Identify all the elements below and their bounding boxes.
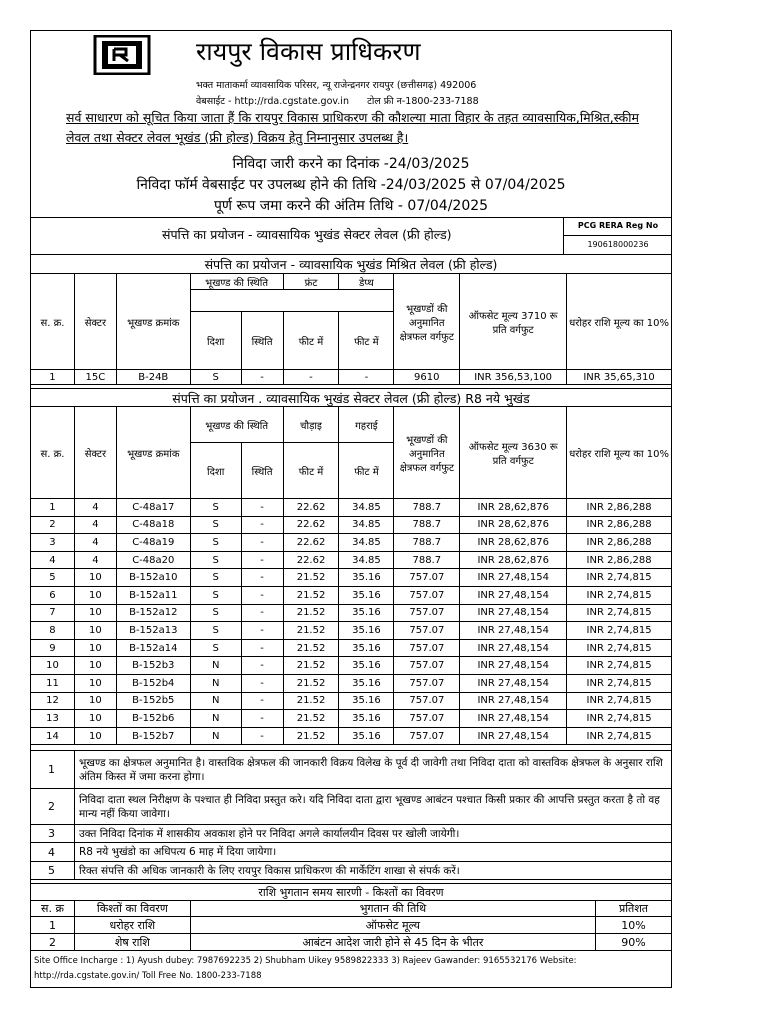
rera-number: 190618000236	[587, 240, 649, 249]
table-cell: INR 28,62,876	[460, 516, 567, 534]
note-row	[31, 825, 672, 843]
table-cell: N	[190, 674, 241, 692]
table-cell: B-152b3	[116, 657, 190, 675]
table-cell: 90%	[596, 934, 672, 951]
table-cell: S	[190, 551, 241, 569]
col-plot: भूखण्ड क्रमांक	[116, 274, 190, 370]
table-cell: 788.7	[394, 534, 460, 552]
table-cell: B-24B	[116, 370, 190, 385]
table-cell: 6	[31, 586, 75, 604]
col-status: स्थिति	[241, 443, 283, 499]
table-cell: ऑफसेट मूल्य	[190, 917, 595, 934]
table-cell: 35.16	[339, 569, 394, 587]
table-cell: 757.07	[394, 604, 460, 622]
note-text: R8 नये भुखंडो का अधिपत्य 6 माह में दिया जायेगा।	[75, 843, 672, 862]
org-contact	[196, 94, 479, 107]
section2-row	[31, 516, 672, 534]
table-cell: 4	[74, 516, 116, 534]
col-direction: दिशा	[190, 312, 241, 370]
table-cell: 35.16	[339, 727, 394, 745]
note-text: उक्त निविदा दिनांक में शासकीय अवकाश होने पर निविदा अगले कार्यालयीन दिवस पर खोली जायेगी।	[75, 825, 672, 843]
col-feet1: फीट में	[283, 312, 339, 370]
col-depth: डेप्थ	[339, 274, 394, 290]
schedule-title: राशि भुगतान समय सारणी - किश्तों का विवरण	[31, 884, 672, 901]
table-cell: N	[190, 727, 241, 745]
table-cell: 34.85	[339, 499, 394, 517]
table-cell: N	[190, 710, 241, 728]
col-status: स्थिति	[241, 312, 283, 370]
table-cell: 22.62	[283, 534, 339, 552]
table-cell: S	[190, 370, 241, 385]
note-number: 4	[31, 843, 75, 862]
table-cell: 788.7	[394, 551, 460, 569]
section2-row	[31, 551, 672, 569]
section2-row	[31, 499, 672, 517]
table-cell: 34.85	[339, 516, 394, 534]
table-cell: -	[241, 551, 283, 569]
section2-table	[30, 406, 672, 745]
col-depth: गहराई	[339, 407, 394, 443]
table-cell: INR 2,74,815	[567, 727, 672, 745]
table-cell: 10	[31, 657, 75, 675]
table-cell: INR 27,48,154	[460, 569, 567, 587]
table-cell: 1	[31, 370, 75, 385]
table-cell: INR 2,86,288	[567, 551, 672, 569]
table-cell: 21.52	[283, 710, 339, 728]
table-cell: 10	[74, 586, 116, 604]
table-cell: INR 2,74,815	[567, 692, 672, 710]
table-cell: INR 27,48,154	[460, 674, 567, 692]
table-cell: 21.52	[283, 569, 339, 587]
table-cell: S	[190, 499, 241, 517]
table-cell: 21.52	[283, 639, 339, 657]
table-cell: S	[190, 516, 241, 534]
table-cell: 13	[31, 710, 75, 728]
table-cell: -	[241, 499, 283, 517]
note-row	[31, 862, 672, 880]
table-cell: 35.16	[339, 622, 394, 640]
table-cell: 757.07	[394, 586, 460, 604]
table-cell: 22.62	[283, 551, 339, 569]
note-number: 2	[31, 789, 75, 825]
table-cell: 35.16	[339, 657, 394, 675]
table-cell: INR 2,74,815	[567, 657, 672, 675]
table-cell: 34.85	[339, 551, 394, 569]
table-cell: धरोहर राशि	[74, 917, 190, 934]
table-cell: INR 27,48,154	[460, 657, 567, 675]
table-cell: 3	[31, 534, 75, 552]
table-cell: 1	[31, 499, 75, 517]
table-cell: C-48a19	[116, 534, 190, 552]
table-cell: 35.16	[339, 674, 394, 692]
table-cell: -	[241, 710, 283, 728]
col-sno: स. क्र.	[31, 274, 75, 370]
col-status-group: भूखण्ड की स्थिति	[190, 274, 283, 290]
schedule-table	[30, 883, 672, 951]
table-cell: INR 2,74,815	[567, 569, 672, 587]
table-cell: 21.52	[283, 604, 339, 622]
col-feet1: फीट में	[283, 443, 339, 499]
table-cell: 10	[74, 639, 116, 657]
table-cell: S	[190, 586, 241, 604]
table-cell: 4	[74, 551, 116, 569]
table-cell: INR 2,74,815	[567, 674, 672, 692]
table-cell: -	[241, 604, 283, 622]
note-row	[31, 751, 672, 789]
table-cell: 35.16	[339, 586, 394, 604]
col-width: चौड़ाइ	[283, 407, 339, 443]
table-cell: -	[241, 586, 283, 604]
col-area: भूखण्डों की अनुमानित क्षेत्रफल वर्गफुट	[394, 407, 460, 499]
table-cell: 21.52	[283, 674, 339, 692]
section2-row	[31, 692, 672, 710]
table-cell: -	[241, 569, 283, 587]
table-cell: 757.07	[394, 710, 460, 728]
note-text: भूखण्ड का क्षेत्रफल अनुमानित है। वास्तविक क्षेत्रफल की जानकारी विक्रय विलेख के पूर्व दी जावेगी तथा निविदा दाता को वास्तविक क्षेत्रफल के अनुसार राशि अंतिम किस्त में जमा करना होगा।	[75, 751, 672, 789]
table-cell: C-48a20	[116, 551, 190, 569]
table-cell: -	[241, 692, 283, 710]
table-cell: N	[190, 692, 241, 710]
table-cell: 757.07	[394, 569, 460, 587]
col-sector: सेक्टर	[74, 274, 116, 370]
table-cell: INR 28,62,876	[460, 499, 567, 517]
table-cell: 35.16	[339, 710, 394, 728]
table-cell: -	[241, 622, 283, 640]
table-cell: 21.52	[283, 622, 339, 640]
rda-logo	[93, 35, 151, 75]
section2-row	[31, 710, 672, 728]
sched-col-sno: स. क्र	[31, 901, 75, 917]
table-cell: INR 27,48,154	[460, 639, 567, 657]
table-cell: INR 2,74,815	[567, 622, 672, 640]
table-cell: 21.52	[283, 586, 339, 604]
table-cell: 10	[74, 710, 116, 728]
table-cell: 10	[74, 604, 116, 622]
col-front: फ्रंट	[283, 274, 339, 290]
table-cell: 10	[74, 692, 116, 710]
table-cell: 9	[31, 639, 75, 657]
table-cell: INR 27,48,154	[460, 710, 567, 728]
table-cell: 757.07	[394, 657, 460, 675]
rera-label: PCG RERA Reg No	[564, 217, 672, 236]
org-address: भक्त माताकर्मा व्यावसायिक परिसर, न्यू राजेन्द्रनगर रायपुर (छत्तीसगढ़) 492006	[196, 80, 477, 91]
col-sector: सेक्टर	[74, 407, 116, 499]
table-cell: 21.52	[283, 727, 339, 745]
table-cell: INR 27,48,154	[460, 622, 567, 640]
table-cell: 12	[31, 692, 75, 710]
col-status-group: भूखण्ड की स्थिति	[190, 407, 283, 443]
table-cell: -	[241, 370, 283, 385]
col-deposit: धरोहर राशि मूल्य का 10%	[567, 274, 672, 370]
table-cell: 4	[74, 499, 116, 517]
org-title: रायपुर विकास प्राधिकरण	[196, 37, 421, 66]
table-cell: INR 27,48,154	[460, 604, 567, 622]
table-cell: N	[190, 657, 241, 675]
col-sno: स. क्र.	[31, 407, 75, 499]
purpose-main: संपत्ति का प्रयोजन - व्यावसायिक भुखंड सेक्टर लेवल (फ्री होल्ड)	[162, 227, 452, 242]
table-cell: 4	[31, 551, 75, 569]
table-cell: 2	[31, 516, 75, 534]
table-cell: -	[241, 516, 283, 534]
table-cell: 35.16	[339, 692, 394, 710]
section2-row	[31, 586, 672, 604]
section2-row	[31, 569, 672, 587]
table-cell: 14	[31, 727, 75, 745]
table-cell: B-152a12	[116, 604, 190, 622]
section2-row	[31, 657, 672, 675]
table-cell: INR 2,74,815	[567, 639, 672, 657]
table-cell: शेष राशि	[74, 934, 190, 951]
table-cell: INR 27,48,154	[460, 586, 567, 604]
table-cell: INR 2,86,288	[567, 499, 672, 517]
table-cell: S	[190, 639, 241, 657]
availability-date: निविदा फॉर्म वेबसाईट पर उपलब्ध होने की तिथि -24/03/2025 से 07/04/2025	[136, 177, 566, 193]
note-number: 1	[31, 751, 75, 789]
table-cell: -	[241, 674, 283, 692]
table-cell: 34.85	[339, 534, 394, 552]
col-direction: दिशा	[190, 443, 241, 499]
section1-title: संपत्ति का प्रयोजन - व्यावसायिक भुखंड मिश्रित लेवल (फ्री होल्ड)	[30, 254, 672, 274]
website-text: वेबसाईट - http://rda.cgstate.gov.in	[196, 96, 349, 107]
table-cell: 5	[31, 569, 75, 587]
footer-line1: Site Office Incharge : 1) Ayush dubey: 7987692235 2) Shubham Uikey 9589822333 3) Rajeev Gawander: 9165532176 Website:	[34, 956, 577, 966]
sched-col-installment: किश्तों का विवरण	[74, 901, 190, 917]
table-cell: B-152b7	[116, 727, 190, 745]
col-feet2: फीट में	[339, 443, 394, 499]
table-cell: 21.52	[283, 657, 339, 675]
public-notice: सर्व साधारण को सूचित किया जाता हैं कि रायपुर विकास प्राधिकरण की कौशल्या माता विहार के तहत व्यावसायिक,मिश्रित,स्कीम लेवल तथा सेक्टर लेवल भूखंड (फ्री होल्ड) विक्रय हेतु निम्नानुसार उपलब्ध है।	[66, 110, 639, 145]
col-offset: ऑफसेट मूल्य 3710 रू प्रति वर्गफुट	[460, 274, 567, 370]
col-feet2: फीट में	[339, 312, 394, 370]
table-cell: 788.7	[394, 499, 460, 517]
table-cell: INR 2,86,288	[567, 516, 672, 534]
table-cell: 9610	[394, 370, 460, 385]
table-cell: INR 356,53,100	[460, 370, 567, 385]
table-cell: -	[241, 657, 283, 675]
table-cell: 11	[31, 674, 75, 692]
schedule-row	[31, 934, 672, 951]
section2-row	[31, 727, 672, 745]
section1-table	[30, 273, 672, 385]
table-cell: 10	[74, 727, 116, 745]
note-number: 5	[31, 862, 75, 880]
table-cell: INR 2,74,815	[567, 710, 672, 728]
table-cell: INR 2,74,815	[567, 604, 672, 622]
table-cell: S	[190, 569, 241, 587]
table-cell: 10	[74, 657, 116, 675]
table-cell: INR 2,74,815	[567, 586, 672, 604]
table-cell: 757.07	[394, 639, 460, 657]
table-cell: 22.62	[283, 499, 339, 517]
table-cell: 35.16	[339, 604, 394, 622]
note-row	[31, 789, 672, 825]
note-row	[31, 843, 672, 862]
table-cell: S	[190, 534, 241, 552]
table-cell: C-48a18	[116, 516, 190, 534]
table-cell: 1	[31, 917, 75, 934]
section1-row	[31, 370, 672, 385]
table-cell: 2	[31, 934, 75, 951]
table-cell: INR 27,48,154	[460, 727, 567, 745]
table-cell: INR 35,65,310	[567, 370, 672, 385]
footer-contacts	[34, 954, 668, 984]
notes-table	[30, 750, 672, 880]
table-cell: B-152a14	[116, 639, 190, 657]
footer-line2: http://rda.cgstate.gov.in/ Toll Free No. 1800-233-7188	[34, 971, 262, 981]
section2-row	[31, 534, 672, 552]
table-cell: 10	[74, 569, 116, 587]
section2-row	[31, 604, 672, 622]
table-cell: B-152a11	[116, 586, 190, 604]
table-cell: 15C	[74, 370, 116, 385]
section2-row	[31, 639, 672, 657]
table-cell: 757.07	[394, 674, 460, 692]
note-number: 3	[31, 825, 75, 843]
table-cell: 8	[31, 622, 75, 640]
table-cell: 35.16	[339, 639, 394, 657]
schedule-row	[31, 917, 672, 934]
rera-box	[563, 217, 672, 254]
col-area: भूखण्डों की अनुमानित क्षेत्रफल वर्गफुट	[394, 274, 460, 370]
sched-col-date: भुगतान की तिथि	[190, 901, 595, 917]
sched-col-percent: प्रतिशत	[596, 901, 672, 917]
table-cell: -	[241, 727, 283, 745]
section2-title: संपत्ति का प्रयोजन . व्यावसायिक भुखंड सेक्टर लेवल (फ्री होल्ड) R8 नये भुखंड	[30, 388, 672, 407]
table-cell: C-48a17	[116, 499, 190, 517]
table-cell: -	[283, 370, 339, 385]
table-cell: B-152b5	[116, 692, 190, 710]
table-cell: 10	[74, 674, 116, 692]
table-cell: INR 2,86,288	[567, 534, 672, 552]
table-cell: आबंटन आदेश जारी होने से 45 दिन के भीतर	[190, 934, 595, 951]
tollfree-text: टोल फ्री न-1800-233-7188	[367, 96, 479, 107]
table-cell: S	[190, 622, 241, 640]
section2-row	[31, 674, 672, 692]
table-cell: B-152b4	[116, 674, 190, 692]
table-cell: -	[241, 639, 283, 657]
table-cell: -	[339, 370, 394, 385]
table-cell: 788.7	[394, 516, 460, 534]
col-plot: भूखण्ड क्रमांक	[116, 407, 190, 499]
table-cell: 10%	[596, 917, 672, 934]
col-deposit: धरोहर राशि मूल्य का 10%	[567, 407, 672, 499]
table-cell: B-152b6	[116, 710, 190, 728]
table-cell: INR 28,62,876	[460, 534, 567, 552]
table-cell: 10	[74, 622, 116, 640]
table-cell: 21.52	[283, 692, 339, 710]
table-cell: 22.62	[283, 516, 339, 534]
last-date: पूर्ण रूप जमा करने की अंतिम तिथि - 07/04/2025	[213, 198, 489, 214]
section2-row	[31, 622, 672, 640]
table-cell: -	[241, 534, 283, 552]
table-cell: 757.07	[394, 692, 460, 710]
issue-date: निविदा जारी करने का दिनांक -24/03/2025	[232, 156, 470, 172]
note-text: रिक्त संपत्ति की अधिक जानकारी के लिए रायपुर विकास प्राधिकरण की मार्केटिंग शाखा से संपर्क करें।	[75, 862, 672, 880]
col-offset: ऑफसेट मूल्य 3630 रू प्रति वर्गफुट	[460, 407, 567, 499]
table-cell: 7	[31, 604, 75, 622]
note-text: निविदा दाता स्थल निरीक्षण के पश्चात ही निविदा प्रस्तुत करे। यदि निविदा दाता द्वारा भूखण्ड आबंटन पश्चात किसी प्रकार की आपत्ति प्रस्तुत करता है तो वह मान्य नहीं किया जावेगा।	[75, 789, 672, 825]
table-cell: B-152a10	[116, 569, 190, 587]
table-cell: 757.07	[394, 727, 460, 745]
table-cell: INR 27,48,154	[460, 692, 567, 710]
table-cell: 4	[74, 534, 116, 552]
table-cell: INR 28,62,876	[460, 551, 567, 569]
table-cell: 757.07	[394, 622, 460, 640]
table-cell: B-152a13	[116, 622, 190, 640]
table-cell: S	[190, 604, 241, 622]
